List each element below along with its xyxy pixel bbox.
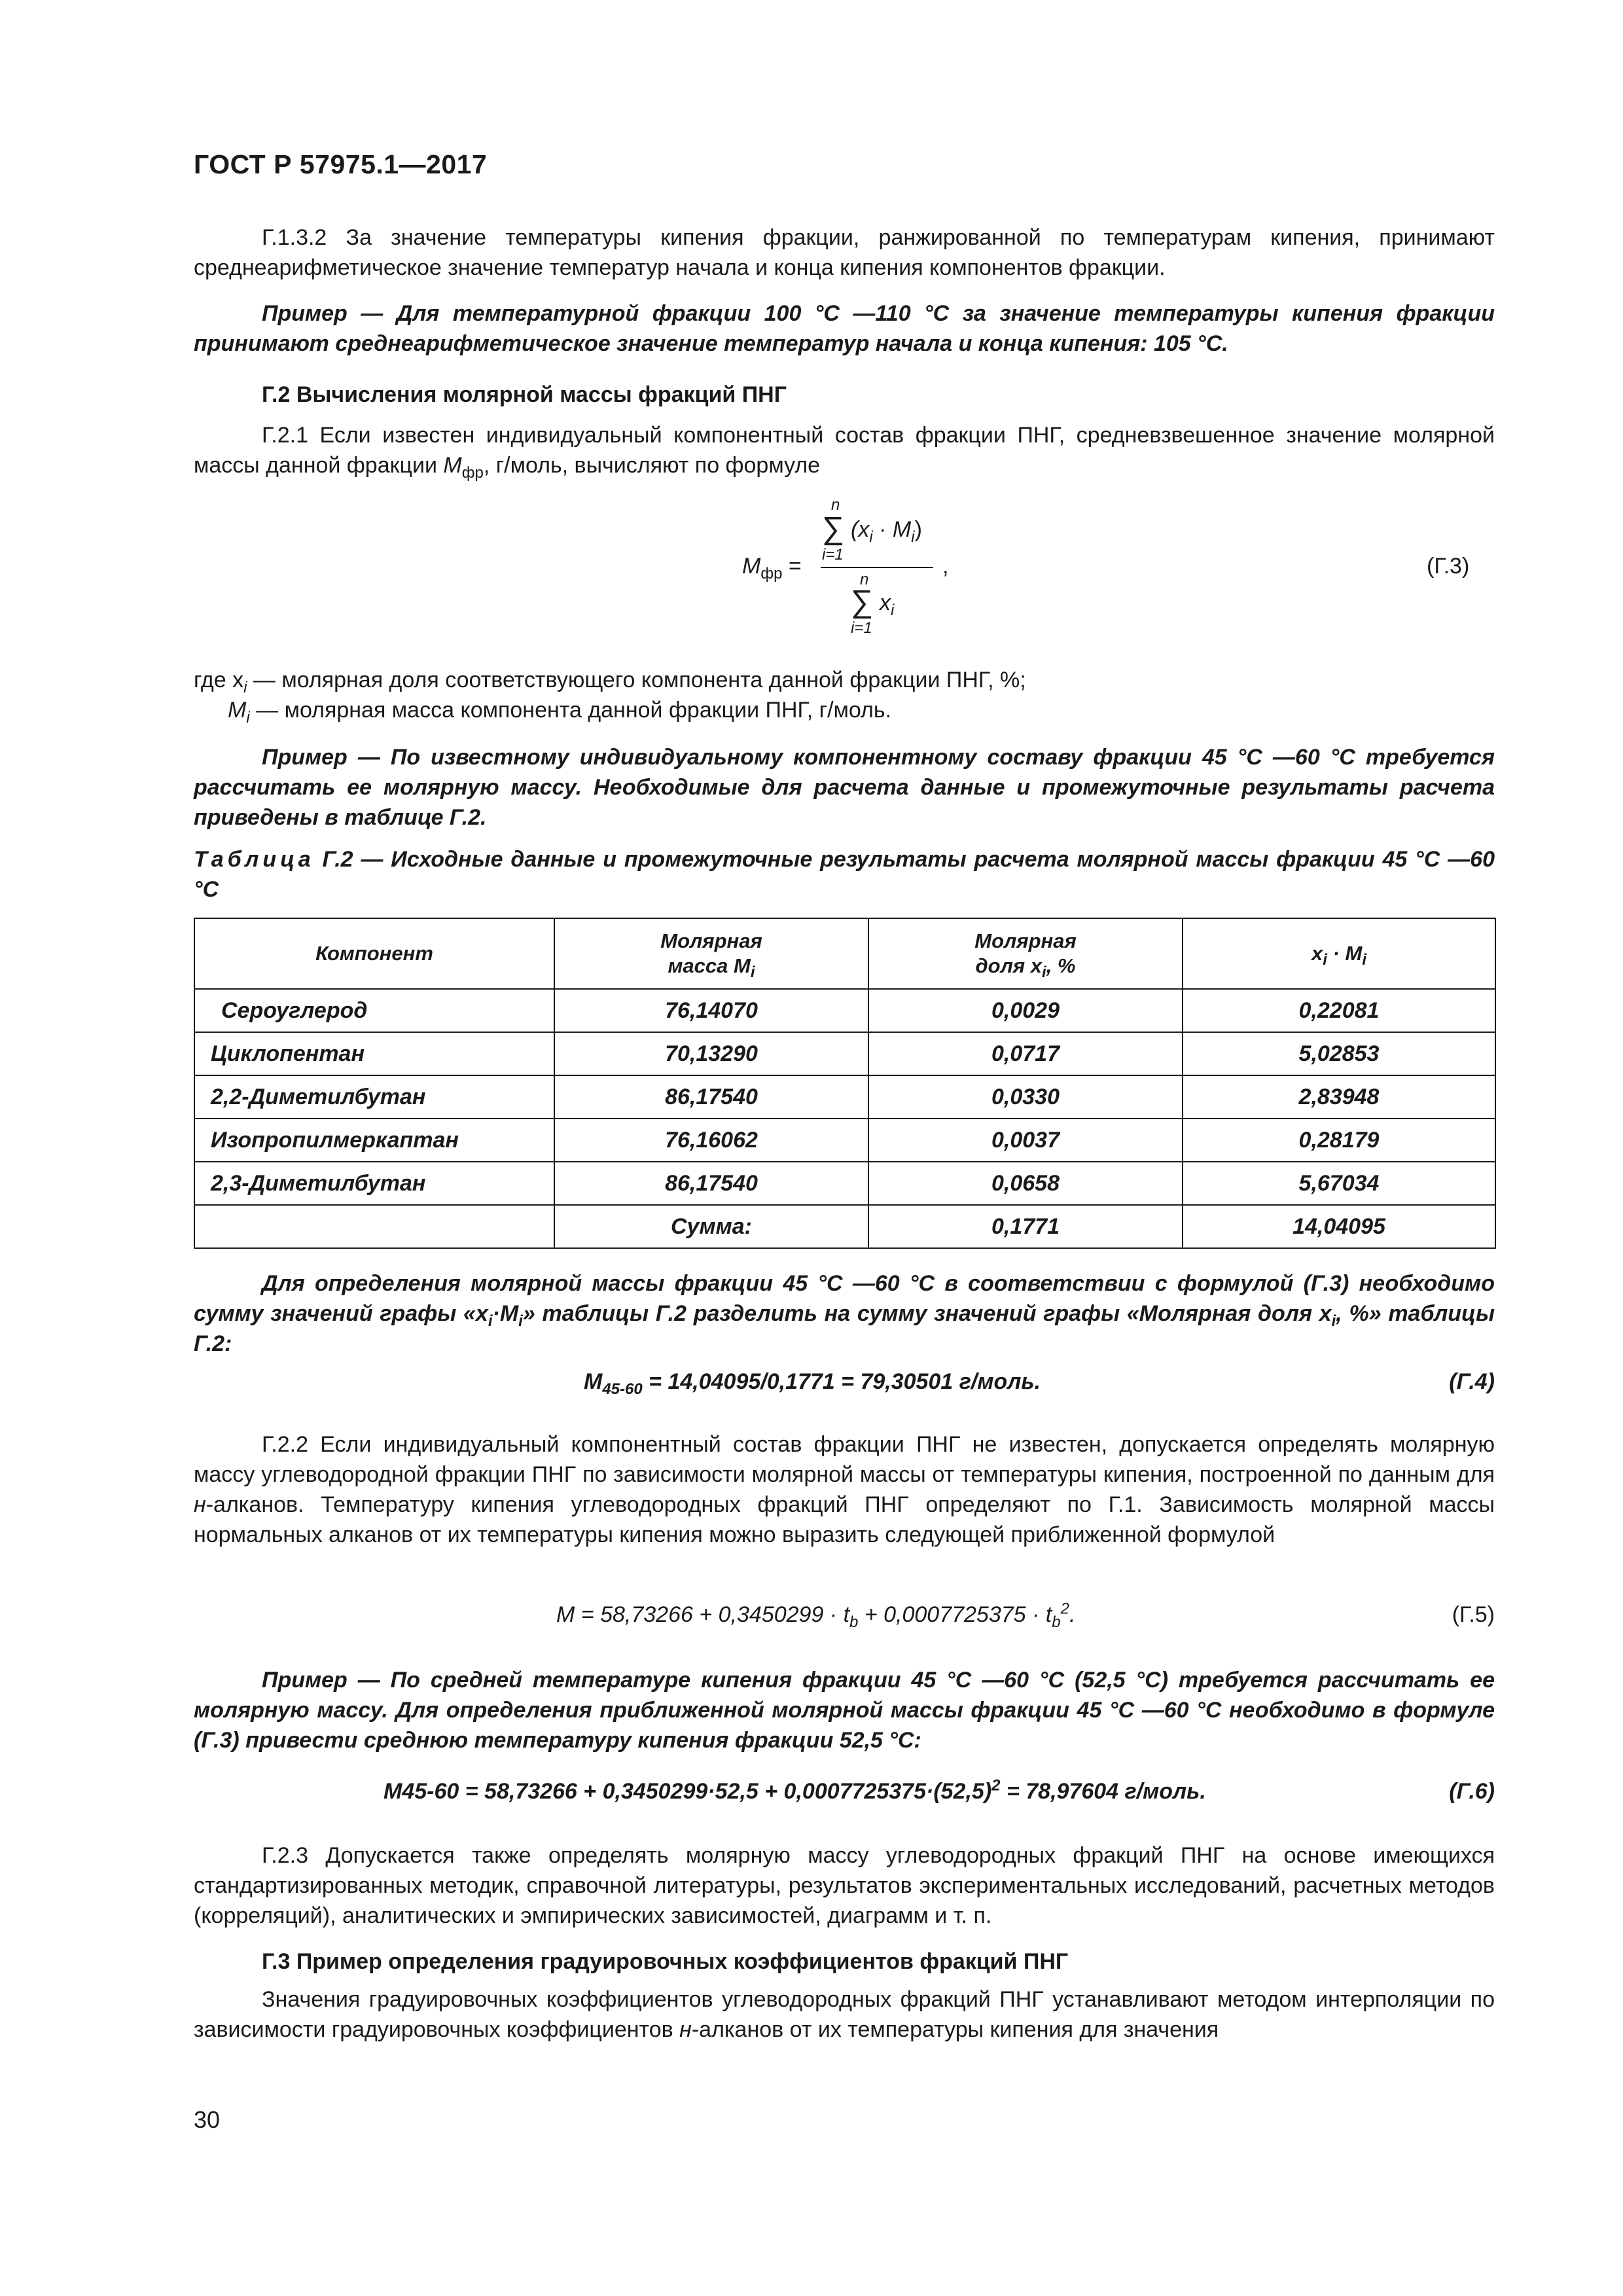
where-line-1: где $x_i$ — молярная доля соответствующего компонента данной фракции ПНГ, %; bbox=[194, 668, 1026, 696]
paragraph-sum: Для определения молярной массы фракции 45 °С —60 °С в соответствии с формулой (Г.3) необходимо сумму значений графы «$x_i\cdot M_i$» таблицы Г.2 разделить на сумму значений графы «Молярная доля $x_i$, %» таблицы Г.2: bbox=[194, 1271, 1495, 1356]
sum-label: Сумма: bbox=[554, 1205, 868, 1248]
table-row: Изопропилмеркаптан 76,16062 0,0037 0,28179 bbox=[194, 1119, 1495, 1162]
paragraph-g22: Г.2.2 Если индивидуальный компонентный состав фракции ПНГ не известен, допускается определять молярную массу углеводородной фракции ПНГ по зависимости молярной массы от температуры кипения, построенной по данным для н-алканов. Температуру кипения углеводородных фракций ПНГ определяют по Г.1. Зависимость молярной массы нормальных алканов от их температуры кипения можно выразить следующей приближенной формулой bbox=[194, 1432, 1495, 1547]
formula-g5: $M = 58,73266 + 0,3450299 \cdot t_b + 0,0007725375 \cdot t_b^2$. (Г.5) bbox=[556, 1600, 1495, 1631]
formula-g6: $М45-60 = 58,73266 + 0,3450299\cdot 52,5 + 0,0007725375\cdot(52,5)^2 = 78,97604$ г/моль. (Г.6) bbox=[194, 1776, 1495, 1806]
example-1: Пример — Для температурной фракции 100 °С —110 °С за значение температуры кипения фракции принимают среднеарифметическое значение температур начала и конца кипения: 105 °С. bbox=[194, 301, 1495, 356]
formula-number: (Г.5) bbox=[1452, 1602, 1495, 1627]
formula-number: (Г.6) bbox=[1449, 1779, 1495, 1804]
heading-g2: Г.2 Вычисления молярной массы фракций ПНГ bbox=[262, 382, 787, 407]
table-row: 2,3-Диметилбутан 86,17540 0,0658 5,67034 bbox=[194, 1162, 1495, 1205]
sum-sign-icon: ∑ bbox=[822, 511, 845, 546]
formula-number: (Г.4) bbox=[1449, 1369, 1495, 1394]
example-2: Пример — По известному индивидуальному компонентному составу фракции 45 °С —60 °С требуется рассчитать ее молярную массу. Необходимые для расчета данные и промежуточные результаты расчета приведены в таблице Г.2. bbox=[194, 745, 1495, 830]
paragraph-g3: Значения градуировочных коэффициентов углеводородных фракций ПНГ устанавливают методом интерполяции по зависимости градуировочных коэффициентов н-алканов от их температуры кипения для значения bbox=[194, 1987, 1495, 2042]
header-component: Компонент bbox=[194, 918, 554, 989]
formula-number: (Г.3) bbox=[1427, 554, 1470, 579]
paragraph-g21: Г.2.1 Если известен индивидуальный компонентный состав фракции ПНГ, средневзвешенное значение молярной массы данной фракции $M_{фр}$, г/моль, вычисляют по формуле bbox=[194, 423, 1495, 482]
example-3: Пример — По средней температуре кипения фракции 45 °С —60 °С (52,5 °С) требуется рассчитать ее молярную массу. Для определения приближенной молярной массы фракции 45 °С —60 °С необходимо в формуле (Г.3) привести среднюю температуру кипения фракции 52,5 °С: bbox=[194, 1668, 1495, 1753]
data-table bbox=[194, 918, 1496, 1249]
where-line-2: $M_i$ — молярная масса компонента данной фракции ПНГ, г/моль. bbox=[228, 698, 892, 726]
table-row: Сероуглерод 76,14070 0,0029 0,22081 bbox=[194, 989, 1495, 1032]
sum-sign-icon: ∑ bbox=[851, 584, 874, 619]
table-row: 2,2-Диметилбутан 86,17540 0,0330 2,83948 bbox=[194, 1075, 1495, 1119]
header-molar-mass: Молярная масса $M_i$ bbox=[554, 918, 868, 989]
table-row: Циклопентан 70,13290 0,0717 5,02853 bbox=[194, 1032, 1495, 1075]
paragraph-g23: Г.2.3 Допускается также определять молярную массу углеводородных фракций ПНГ на основе имеющихся стандартизированных методик, справочной литературы, результатов экспериментальных исследований, расчетных методов (корреляций), аналитических и эмпирических зависимостей, диаграмм и т. п. bbox=[194, 1843, 1495, 1928]
table-header-row bbox=[194, 918, 1495, 989]
sum-product: 14,04095 bbox=[1183, 1205, 1495, 1248]
formula-g4: $M_{45-60} = 14,04095/0,1771 = 79,30501$ г/моль. (Г.4) bbox=[194, 1367, 1495, 1397]
table-caption: Таблица Г.2 — Исходные данные и промежуточные результаты расчета молярной массы фракции 45 °С —60 °С bbox=[194, 847, 1495, 902]
heading-g3: Г.3 Пример определения градуировочных коэффициентов фракций ПНГ bbox=[262, 1949, 1069, 1974]
header-molar-share: Молярная доля $x_i$, % bbox=[868, 918, 1183, 989]
header-product: $x_i \cdot M_i$ bbox=[1183, 918, 1495, 989]
page-number: 30 bbox=[194, 2106, 221, 2133]
paragraph-g132: Г.1.3.2 За значение температуры кипения фракции, ранжированной по температурам кипения, принимают среднеарифметическое значение температур начала и конца кипения компонентов фракции. bbox=[194, 225, 1495, 280]
document-header: ГОСТ Р 57975.1—2017 bbox=[194, 149, 488, 179]
fraction-line bbox=[821, 567, 933, 568]
document-page: ГОСТ Р 57975.1—2017 Г.1.3.2 За значение температуры кипения фракции, ранжированной по температурам кипения, принимают среднеарифметическое значение температур начала и конца кипения компонентов фракции. Пример — Для температурной фракции 100 °С —110 °С за значение температуры кипения фракции принимают среднеарифметическое значение температур начала и конца кипения: 105 °С. Г.2 Вычисления молярной массы фракций ПНГ Г.2.1 Если известен индивидуальный компонентный состав фракции ПНГ, средневзвешенное значение молярной массы данной фракции $M_{фр}$, г/моль, вычисляют по формуле $M_{фр}$ = n ∑ $(x_i \cdot M_i)$ i=1 , n ∑ $x_i$ i=1 (Г.3) где $x_i$ — молярная доля соответствующего компонента данной фракции ПНГ, %; $M_i$ — молярная масса компонента данной фракции ПНГ, г/моль. Пример — По известному индивидуальному компонентному составу фракции 45 °С —60 °С требуется рассчитать ее молярную массу. Необходимые для расчета данные и промежуточные результаты расчета приведены в таблице Г.2. Таблица Г.2 — Исходные данные и промежуточные результаты расчета молярной массы фракции 45 °С —60 °С Компонент Молярная масса $M_i$ Молярная доля $x_i$, % $x_i \cdot M_i$ Сероуглерод 76,14070 0,0029 0,22081 Циклопентан 70,13290 0,0717 5,02853 2,2-Диметилбутан 86,17540 0,0330 2,83948 Изопропилмеркаптан 76,16062 0,0037 0,28179 2,3-Диметилбутан 86,17540 0,0658 5,67034 Сумма: 0,1771 14,04095 Для определения молярной массы фракции 45 °С —60 °С в соответствии с формулой (Г.3) необходимо сумму значений графы «$x_i\cdot M_i$» таблицы Г.2 разделить на сумму значений графы «Молярная доля $x_i$, %» таблицы Г.2: $M_{45-60} = 14,04095/0,1771 = 79,30501$ г/моль. (Г.4) Г.2.2 Если индивидуальный компонентный состав фракции ПНГ не известен, допускается определять молярную массу углеводородной фракции ПНГ по зависимости молярной массы от температуры кипения, построенной по данным для н-алканов. Температуру кипения углеводородных фракций ПНГ определяют по Г.1. Зависимость молярной массы нормальных алканов от их температуры кипения можно выразить следующей приближенной формулой $M = 58,73266 + 0,3450299 \cdot t_b + 0,0007725375 \cdot t_b^2$. (Г.5) Пример — По средней температуре кипения фракции 45 °С —60 °С (52,5 °С) требуется рассчитать ее молярную массу. Для определения приближенной молярной массы фракции 45 °С —60 °С необходимо в формуле (Г.3) привести среднюю температуру кипения фракции 52,5 °С: $М45-60 = 58,73266 + 0,3450299\cdot 52,5 + 0,0007725375\cdot(52,5)^2 = 78,97604$ г/моль. (Г.6) Г.2.3 Допускается также определять молярную массу углеводородных фракций ПНГ на основе имеющихся стандартизированных методик, справочной литературы, результатов экспериментальных исследований, расчетных методов (корреляций), аналитических и эмпирических зависимостей, диаграмм и т. п. Г.3 Пример определения градуировочных коэффициентов фракций ПНГ Значения градуировочных коэффициентов углеводородных фракций ПНГ устанавливают методом интерполяции по зависимости градуировочных коэффициентов н-алканов от их температуры кипения для значения 30 bbox=[194, 149, 1495, 2133]
table-sum-row bbox=[194, 1205, 1495, 1248]
sum-share: 0,1771 bbox=[868, 1205, 1183, 1248]
